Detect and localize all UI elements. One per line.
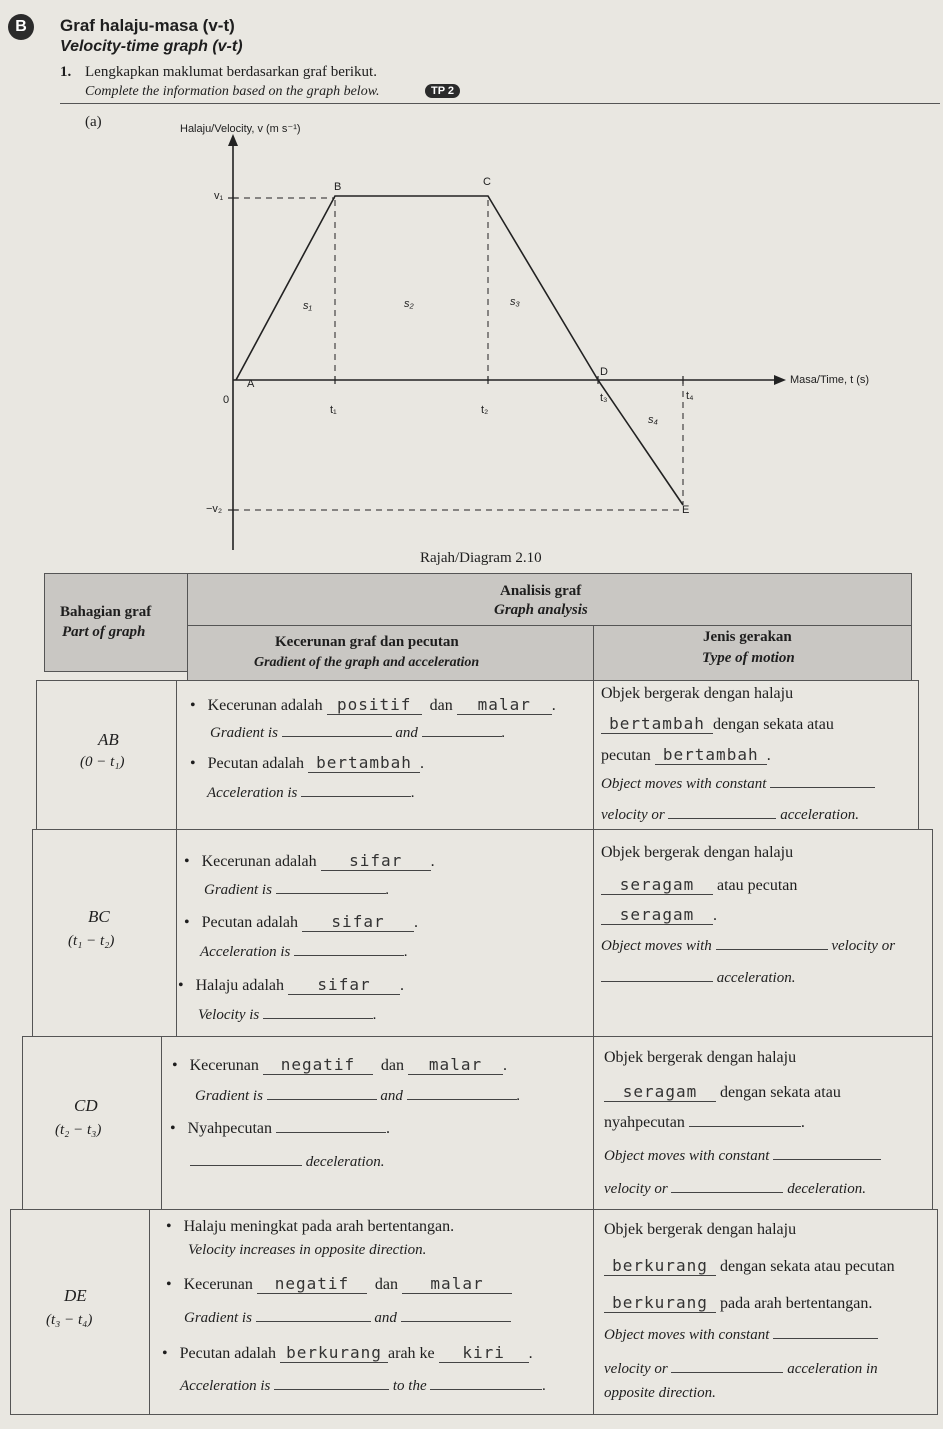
x-tick-t2: t₂ bbox=[481, 404, 489, 416]
de-velocity-line: • Halaju meningkat pada arah bertentangan. bbox=[166, 1218, 455, 1235]
ab-label: AB bbox=[98, 730, 119, 749]
section-badge: B bbox=[8, 14, 34, 40]
cd-motion-en-blank-1[interactable] bbox=[773, 1159, 881, 1160]
ab-gradient-en-line: Gradient is and . bbox=[210, 725, 506, 741]
y-tick-neg-v2: −v₂ bbox=[206, 503, 223, 515]
ab-accel-en-line: Acceleration is . bbox=[207, 785, 415, 801]
de-range: (t₃ − t₄) bbox=[46, 1312, 93, 1328]
bc-motion-3: seragam . bbox=[601, 905, 717, 925]
de-motion-answer-1[interactable]: berkurang bbox=[604, 1256, 716, 1276]
de-accel-en-blank-2[interactable] bbox=[430, 1389, 542, 1390]
point-d: D bbox=[600, 366, 608, 378]
area-s2: s₂ bbox=[404, 298, 414, 310]
ab-motion-en-blank-2[interactable] bbox=[668, 818, 776, 819]
de-gradient-line: • Kecerunan negatif dan malar bbox=[166, 1274, 512, 1294]
question-text: Lengkapkan maklumat berdasarkan graf berikut. bbox=[85, 64, 377, 80]
de-accel-line: • Pecutan adalah berkurang arah ke kiri . bbox=[162, 1343, 533, 1362]
point-b: B bbox=[334, 181, 342, 193]
bc-gradient-en-line: Gradient is . bbox=[204, 882, 390, 898]
cd-motion-4: Object moves with constant bbox=[604, 1148, 881, 1165]
ab-motion-answer-2[interactable]: bertambah bbox=[655, 745, 767, 765]
ab-motion-1: Objek bergerak dengan halaju bbox=[601, 685, 794, 702]
bc-motion-1: Objek bergerak dengan halaju bbox=[601, 844, 794, 861]
de-motion-en-blank-1[interactable] bbox=[773, 1338, 878, 1339]
bc-accel-en-blank[interactable] bbox=[294, 955, 404, 956]
x-tick-t1: t₁ bbox=[330, 404, 337, 416]
cd-label: CD bbox=[74, 1096, 98, 1115]
area-s4: s₄ bbox=[648, 414, 658, 426]
de-accel-en-line: Acceleration is to the . bbox=[180, 1378, 547, 1394]
bc-range: (t₁ − t₂) bbox=[68, 933, 115, 949]
cd-motion-3: nyahpecutan . bbox=[604, 1114, 805, 1131]
cd-motion-5: velocity or deceleration. bbox=[604, 1181, 866, 1197]
header-part-ms: Bahagian graf bbox=[60, 604, 152, 620]
de-gradient-en-line: Gradient is and bbox=[184, 1310, 511, 1327]
x-tick-t3: t₃ bbox=[600, 392, 608, 404]
header-type-ms: Jenis gerakan bbox=[703, 629, 792, 645]
point-a: A bbox=[247, 378, 255, 390]
bc-velocity-en-blank[interactable] bbox=[263, 1018, 373, 1019]
bc-motion-2: seragam atau pecutan bbox=[601, 875, 797, 895]
ab-motion-3: pecutan bertambah . bbox=[601, 745, 771, 764]
bc-motion-en-blank-2[interactable] bbox=[601, 981, 713, 982]
bc-velocity-line: • Halaju adalah sifar . bbox=[178, 975, 405, 994]
header-grad-ms: Kecerunan graf dan pecutan bbox=[275, 634, 459, 650]
bc-label: BC bbox=[88, 907, 110, 926]
area-s1: s₁ bbox=[303, 300, 312, 312]
part-label: (a) bbox=[85, 114, 102, 130]
cd-gradient-answer-2[interactable]: malar bbox=[408, 1055, 503, 1075]
ab-motion-2: bertambah dengan sekata atau bbox=[601, 714, 834, 734]
x-tick-t4: t₄ bbox=[686, 390, 694, 402]
bc-accel-answer[interactable]: sifar bbox=[302, 912, 414, 932]
bc-gradient-answer[interactable]: sifar bbox=[321, 851, 431, 871]
de-motion-4: Object moves with constant bbox=[604, 1327, 878, 1344]
cd-decel-en-blank[interactable] bbox=[190, 1165, 302, 1166]
question-number: 1. bbox=[60, 64, 72, 80]
cd-gradient-line: • Kecerunan negatif dan malar . bbox=[172, 1055, 508, 1074]
bc-motion-5: acceleration. bbox=[601, 970, 795, 987]
cd-range: (t₂ − t₃) bbox=[55, 1122, 102, 1138]
de-motion-6: opposite direction. bbox=[604, 1385, 716, 1401]
ab-gradient-en-blank-1[interactable] bbox=[282, 736, 392, 737]
cd-decel-en-line: deceleration. bbox=[190, 1154, 384, 1171]
de-motion-1: Objek bergerak dengan halaju bbox=[604, 1221, 797, 1238]
ab-accel-answer[interactable]: bertambah bbox=[308, 753, 420, 773]
de-motion-answer-2[interactable]: berkurang bbox=[604, 1293, 716, 1313]
y-axis-arrow bbox=[228, 134, 238, 146]
de-gradient-en-blank-2[interactable] bbox=[401, 1321, 511, 1322]
cd-decel-line: • Nyahpecutan . bbox=[170, 1120, 391, 1137]
x-axis-label: Masa/Time, t (s) bbox=[790, 374, 870, 386]
bc-gradient-line: • Kecerunan adalah sifar . bbox=[184, 851, 435, 870]
de-velocity-en-line: Velocity increases in opposite direction. bbox=[188, 1242, 427, 1258]
bc-motion-answer-2[interactable]: seragam bbox=[601, 905, 713, 925]
ab-motion-en-blank-1[interactable] bbox=[770, 787, 875, 788]
cd-gradient-en-line: Gradient is and . bbox=[195, 1088, 521, 1104]
bc-accel-en-line: Acceleration is . bbox=[200, 944, 408, 960]
section-title: Graf halaju-masa (v-t) bbox=[60, 16, 235, 35]
ab-gradient-text: Kecerunan adalah bbox=[207, 697, 323, 714]
cd-decel-blank[interactable] bbox=[276, 1132, 386, 1133]
point-e: E bbox=[682, 504, 690, 516]
ab-gradient-answer-2[interactable]: malar bbox=[457, 695, 552, 715]
diagram-caption: Rajah/Diagram 2.10 bbox=[420, 550, 542, 566]
bc-accel-line: • Pecutan adalah sifar . bbox=[184, 912, 419, 931]
bullet: • bbox=[190, 697, 196, 714]
de-accel-answer-1[interactable]: berkurang bbox=[280, 1343, 388, 1363]
cd-motion-2: seragam dengan sekata atau bbox=[604, 1082, 841, 1102]
de-gradient-en-blank-1[interactable] bbox=[256, 1321, 371, 1322]
section-title-en: Velocity-time graph (v-t) bbox=[60, 38, 243, 55]
y-axis-label: Halaju/Velocity, v (m s⁻¹) bbox=[180, 123, 301, 135]
bc-motion-4: Object moves with velocity or bbox=[601, 938, 896, 954]
bc-motion-answer-1[interactable]: seragam bbox=[601, 875, 713, 895]
bc-motion-en-blank-1[interactable] bbox=[716, 949, 828, 950]
cd-gradient-en-blank-2[interactable] bbox=[407, 1099, 517, 1100]
de-accel-en-blank-1[interactable] bbox=[274, 1389, 389, 1390]
ab-and-text: dan bbox=[429, 697, 453, 714]
cd-gradient-answer-1[interactable]: negatif bbox=[263, 1055, 373, 1075]
y-tick-v1: v₁ bbox=[214, 190, 224, 202]
cd-motion-1: Objek bergerak dengan halaju bbox=[604, 1049, 797, 1066]
de-gradient-answer-2[interactable]: malar bbox=[402, 1274, 512, 1294]
bc-velocity-en-line: Velocity is . bbox=[198, 1007, 377, 1023]
ab-motion-4: Object moves with constant bbox=[601, 776, 875, 793]
point-c: C bbox=[483, 176, 491, 188]
de-label: DE bbox=[64, 1286, 87, 1305]
ab-accel-en-blank[interactable] bbox=[301, 796, 411, 797]
ab-accel-line: • Pecutan adalah bertambah . bbox=[190, 753, 425, 772]
area-s3: s₃ bbox=[510, 296, 520, 308]
cd-motion-answer-1[interactable]: seragam bbox=[604, 1082, 716, 1102]
cd-gradient-en-blank-1[interactable] bbox=[267, 1099, 377, 1100]
header-analysis-ms: Analisis graf bbox=[500, 583, 582, 599]
bc-velocity-answer[interactable]: sifar bbox=[288, 975, 400, 995]
bc-gradient-en-blank[interactable] bbox=[276, 893, 386, 894]
header-grad-en: Gradient of the graph and acceleration bbox=[254, 655, 480, 670]
header-type-en: Type of motion bbox=[702, 650, 795, 666]
cd-motion-en-blank-2[interactable] bbox=[671, 1192, 783, 1193]
x-axis-arrow bbox=[774, 375, 786, 385]
de-motion-5: velocity or acceleration in bbox=[604, 1361, 878, 1377]
question-text-en: Complete the information based on the graph below. bbox=[85, 84, 380, 99]
de-motion-en-blank-2[interactable] bbox=[671, 1372, 783, 1373]
de-motion-3: berkurang pada arah bertentangan. bbox=[604, 1293, 872, 1313]
cd-motion-blank[interactable] bbox=[689, 1126, 801, 1127]
de-gradient-answer-1[interactable]: negatif bbox=[257, 1274, 367, 1294]
header-part-en: Part of graph bbox=[62, 624, 146, 640]
ab-gradient-en-blank-2[interactable] bbox=[422, 736, 502, 737]
header-part-cell bbox=[44, 573, 188, 672]
ab-gradient-line: • Kecerunan adalah positif dan malar . bbox=[190, 695, 556, 714]
ab-motion-answer-1[interactable]: bertambah bbox=[601, 714, 713, 734]
tp-badge: TP 2 bbox=[425, 84, 460, 98]
header-analysis-en: Graph analysis bbox=[494, 602, 588, 618]
de-accel-answer-2[interactable]: kiri bbox=[439, 1343, 529, 1363]
de-motion-2: berkurang dengan sekata atau pecutan bbox=[604, 1256, 895, 1276]
ab-range: (0 − t₁) bbox=[80, 754, 125, 770]
ab-gradient-answer-1[interactable]: positif bbox=[327, 695, 422, 715]
origin-label: 0 bbox=[223, 394, 230, 406]
velocity-time-graph bbox=[0, 0, 943, 580]
ab-motion-5: velocity or acceleration. bbox=[601, 807, 859, 823]
